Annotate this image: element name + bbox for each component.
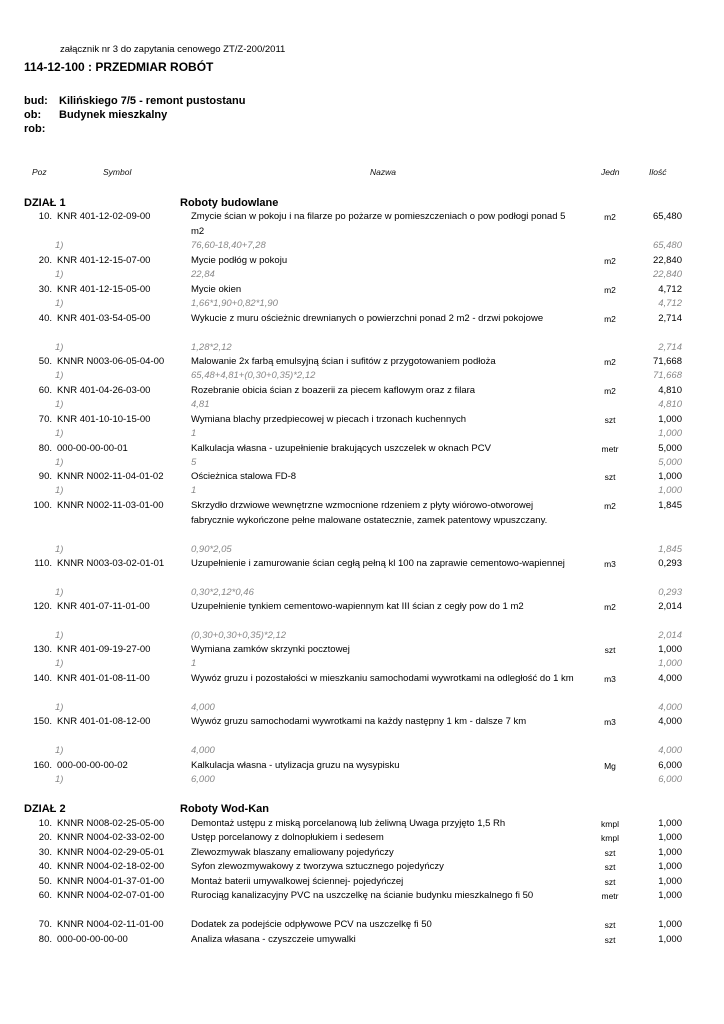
item-name: Mycie okien (191, 284, 242, 295)
item-position: 60. (38, 890, 52, 901)
item-unit: metr (601, 891, 619, 901)
item-unit: m2 (604, 386, 616, 396)
calc-expression: 1 (191, 485, 197, 496)
item-position: 80. (38, 443, 52, 454)
item-name: Syfon zlewozmywakowy z tworzywa sztucznego pojedyńczy (191, 861, 444, 872)
item-quantity: 1,000 (658, 890, 682, 901)
item-unit: m3 (604, 717, 616, 727)
item-unit: m2 (604, 256, 616, 266)
calc-expression: 22,84 (191, 269, 215, 280)
calc-index: 1) (55, 370, 64, 381)
item-unit: szt (604, 472, 616, 482)
calc-expression: 6,000 (191, 774, 215, 785)
item-symbol: KNNR N003-03-02-01-01 (57, 558, 165, 569)
calc-value: 1,000 (658, 485, 682, 496)
item-name: Malowanie 2x farbą emulsyjną ścian i sufitów z przygotowaniem podłoża (191, 356, 496, 367)
item-position: 10. (38, 818, 52, 829)
item-name: Ościeżnica stalowa FD-8 (191, 471, 297, 482)
item-unit: m2 (604, 501, 616, 511)
item-unit: metr (601, 444, 619, 454)
item-position: 50. (38, 876, 52, 887)
item-symbol: KNNR N004-02-11-01-00 (57, 919, 164, 930)
calc-value: 1,000 (658, 428, 682, 439)
calc-value: 1,845 (658, 544, 682, 555)
item-unit: m3 (604, 559, 616, 569)
meta-value-bud: Kilińskiego 7/5 - remont pustostanu (59, 95, 246, 107)
calc-value: 5,000 (658, 457, 682, 468)
calc-index: 1) (55, 658, 64, 669)
item-position: 60. (38, 385, 52, 396)
item-unit: szt (604, 877, 616, 887)
item-unit: szt (604, 935, 616, 945)
item-position: 150. (33, 716, 52, 727)
item-position: 70. (38, 414, 52, 425)
item-name: Kalkulacja własna - utylizacja gruzu na wysypisku (191, 760, 400, 771)
item-quantity: 1,000 (658, 414, 682, 425)
item-name: Skrzydło drzwiowe wewnętrzne wzmocnione rdzeniem z płyty wiórowo-otworowej fabrycznie wykończone pełne malowane ostatecznie, zamek patentowy wpuszczany. (191, 500, 548, 526)
calc-expression: 4,000 (191, 702, 215, 713)
item-quantity: 1,000 (658, 644, 682, 655)
calc-expression: 1 (191, 428, 197, 439)
item-symbol: KNNR N004-02-07-01-00 (57, 890, 165, 901)
item-unit: Mg (604, 761, 616, 771)
item-position: 40. (38, 313, 52, 324)
item-unit: szt (604, 862, 616, 872)
item-position: 30. (38, 847, 52, 858)
calc-value: 2,714 (658, 342, 682, 353)
item-name: Wymiana zamków skrzynki pocztowej (191, 644, 350, 655)
section-label: DZIAŁ 1 (24, 197, 66, 209)
calc-value: 65,480 (652, 240, 682, 251)
calc-value: 6,000 (658, 774, 682, 785)
meta-key-rob: rob: (24, 123, 46, 135)
calc-index: 1) (55, 399, 64, 410)
item-symbol: 000-00-00-00-02 (57, 760, 128, 771)
item-quantity: 1,000 (658, 876, 682, 887)
item-unit: szt (604, 848, 616, 858)
item-name: Uzupełnienie i zamurowanie ścian cegłą pełną kl 100 na zaprawie cementowo-wapiennej (191, 558, 565, 569)
calc-value: 4,712 (658, 298, 682, 309)
calc-index: 1) (55, 745, 64, 756)
item-quantity: 71,668 (652, 356, 682, 367)
item-name: Mycie podłóg w pokoju (191, 255, 288, 266)
item-quantity: 1,000 (658, 847, 682, 858)
item-position: 50. (38, 356, 52, 367)
calc-index: 1) (55, 298, 64, 309)
meta-value-ob: Budynek mieszkalny (59, 109, 168, 121)
section-label: DZIAŁ 2 (24, 803, 66, 815)
item-symbol: KNR 401-01-08-11-00 (57, 673, 150, 684)
item-quantity: 1,000 (658, 919, 682, 930)
item-quantity: 1,000 (658, 832, 682, 843)
item-name: Rurociąg kanalizacyjny PVC na uszczelkę na ścianie budynku mieszkalnego fi 50 (191, 890, 534, 901)
calc-expression: 76,60-18,40+7,28 (191, 240, 266, 251)
item-position: 140. (33, 673, 52, 684)
calc-value: 4,000 (658, 702, 682, 713)
item-quantity: 1,000 (658, 471, 682, 482)
item-position: 20. (38, 832, 52, 843)
header-symbol: Symbol (103, 167, 132, 177)
calc-value: 1,000 (658, 658, 682, 669)
item-name: Uzupełnienie tynkiem cementowo-wapiennym kat III ścian z cegły pow do 1 m2 (191, 601, 524, 612)
item-quantity: 5,000 (658, 443, 682, 454)
item-symbol: KNR 401-03-54-05-00 (57, 313, 151, 324)
item-position: 80. (38, 934, 52, 945)
item-name: Zmycie ścian w pokoju i na filarze po pożarze w pomieszczeniach o pow podłogi ponad 5 m2 (191, 211, 566, 237)
item-unit: m3 (604, 674, 616, 684)
calc-value: 71,668 (652, 370, 682, 381)
calc-value: 4,000 (658, 745, 682, 756)
item-name: Montaż baterii umywalkowej ściennej- pojedyńczej (191, 876, 404, 887)
item-position: 70. (38, 919, 52, 930)
item-quantity: 1,000 (658, 818, 682, 829)
item-quantity: 2,014 (658, 601, 682, 612)
calc-expression: 4,81 (191, 399, 210, 410)
item-unit: m2 (604, 212, 616, 222)
item-unit: kmpl (601, 833, 619, 843)
item-name: Wymiana blachy przedpiecowej w piecach i trzonach kuchennych (191, 414, 467, 425)
calc-expression: 5 (191, 457, 197, 468)
item-name: Kalkulacja własna - uzupełnienie brakujących uszczelek w oknach PCV (191, 443, 491, 454)
item-position: 10. (38, 211, 52, 222)
item-quantity: 4,000 (658, 673, 682, 684)
item-name: Wywóz gruzu i pozostałości w mieszkaniu samochodami wywrotkami na odległość do 1 km (191, 673, 574, 684)
item-position: 90. (38, 471, 52, 482)
calc-index: 1) (55, 630, 64, 641)
item-quantity: 2,714 (658, 313, 682, 324)
item-quantity: 22,840 (652, 255, 682, 266)
item-name: Ustęp porcelanowy z dolnopłukiem i sedesem (191, 832, 384, 843)
calc-expression: 1 (191, 658, 197, 669)
item-position: 30. (38, 284, 52, 295)
calc-index: 1) (55, 457, 64, 468)
item-position: 160. (33, 760, 52, 771)
calc-expression: 0,30*2,12*0,46 (191, 587, 254, 598)
item-symbol: 000-00-00-00-01 (57, 443, 128, 454)
item-name: Wykucie z muru ościeżnic drewnianych o powierzchni ponad 2 m2 - drzwi pokojowe (191, 313, 544, 324)
item-unit: m2 (604, 602, 616, 612)
meta-key-bud: bud: (24, 95, 48, 107)
item-symbol: 000-00-00-00-00 (57, 934, 128, 945)
item-unit: m2 (604, 285, 616, 295)
item-position: 130. (33, 644, 52, 655)
calc-expression: 1,66*1,90+0,82*1,90 (191, 298, 278, 309)
item-symbol: KNR 401-01-08-12-00 (57, 716, 151, 727)
calc-value: 4,810 (658, 399, 682, 410)
item-unit: kmpl (601, 819, 619, 829)
item-name: Analiza własana - czyszczeie umywalki (191, 934, 356, 945)
item-symbol: KNR 401-12-02-09-00 (57, 211, 151, 222)
item-symbol: KNR 401-09-19-27-00 (57, 644, 151, 655)
item-symbol: KNR 401-10-10-15-00 (57, 414, 151, 425)
calc-expression: 0,90*2,05 (191, 544, 232, 555)
item-unit: m2 (604, 357, 616, 367)
section-name: Roboty Wod-Kan (180, 803, 270, 815)
item-position: 40. (38, 861, 52, 872)
item-unit: m2 (604, 314, 616, 324)
item-name: Demontaż ustępu z miską porcelanową lub żeliwną Uwaga przyjęto 1,5 Rh (191, 818, 506, 829)
meta-key-ob: ob: (24, 109, 42, 121)
item-quantity: 1,000 (658, 861, 682, 872)
header-poz: Poz (32, 167, 47, 177)
calc-index: 1) (55, 702, 64, 713)
calc-value: 2,014 (658, 630, 682, 641)
calc-value: 0,293 (658, 587, 682, 598)
attachment-note: załącznik nr 3 do zapytania cenowego ZT/Z-200/2011 (60, 44, 286, 55)
header-jedn: Jedn (601, 167, 620, 177)
item-unit: szt (604, 920, 616, 930)
item-name: Rozebranie obicia ścian z boazerii za piecem kaflowym oraz z filara (191, 385, 476, 396)
item-unit: szt (604, 645, 616, 655)
item-unit: szt (604, 415, 616, 425)
calc-index: 1) (55, 269, 64, 280)
item-quantity: 1,845 (658, 500, 682, 511)
calc-index: 1) (55, 774, 64, 785)
item-name: Dodatek za podejście odpływowe PCV na uszczelkę fi 50 (191, 919, 432, 930)
item-symbol: KNR 401-07-11-01-00 (57, 601, 150, 612)
calc-expression: 4,000 (191, 745, 215, 756)
item-position: 100. (33, 500, 52, 511)
item-quantity: 4,000 (658, 716, 682, 727)
calc-index: 1) (55, 342, 64, 353)
item-quantity: 4,712 (658, 284, 682, 295)
item-position: 20. (38, 255, 52, 266)
calc-expression: 1,28*2,12 (191, 342, 232, 353)
calc-index: 1) (55, 240, 64, 251)
item-symbol: KNNR N004-02-18-02-00 (57, 861, 165, 872)
item-quantity: 65,480 (652, 211, 682, 222)
header-nazwa: Nazwa (370, 167, 396, 177)
header-ilosc: Ilość (649, 167, 667, 177)
calc-index: 1) (55, 485, 64, 496)
item-symbol: KNNR N003-06-05-04-00 (57, 356, 165, 367)
document-title: 114-12-100 : PRZEDMIAR ROBÓT (24, 60, 214, 74)
calc-expression: (0,30+0,30+0,35)*2,12 (191, 630, 287, 641)
item-symbol: KNR 401-04-26-03-00 (57, 385, 151, 396)
item-symbol: KNNR N004-01-37-01-00 (57, 876, 165, 887)
calc-value: 22,840 (652, 269, 682, 280)
item-quantity: 6,000 (658, 760, 682, 771)
item-symbol: KNR 401-12-15-05-00 (57, 284, 151, 295)
section-name: Roboty budowlane (180, 197, 279, 209)
item-quantity: 1,000 (658, 934, 682, 945)
calc-index: 1) (55, 428, 64, 439)
calc-expression: 65,48+4,81+(0,30+0,35)*2,12 (191, 370, 316, 381)
item-symbol: KNNR N002-11-04-01-02 (57, 471, 164, 482)
calc-index: 1) (55, 587, 64, 598)
item-quantity: 0,293 (658, 558, 682, 569)
item-position: 120. (33, 601, 52, 612)
item-name: Zlewozmywak blaszany emaliowany pojedyńczy (191, 847, 394, 858)
item-name: Wywóz gruzu samochodami wywrotkami na każdy następny 1 km - dalsze 7 km (191, 716, 527, 727)
item-symbol: KNNR N004-02-29-05-01 (57, 847, 165, 858)
item-symbol: KNNR N004-02-33-02-00 (57, 832, 165, 843)
item-symbol: KNNR N002-11-03-01-00 (57, 500, 164, 511)
item-quantity: 4,810 (658, 385, 682, 396)
item-position: 110. (34, 558, 52, 569)
calc-index: 1) (55, 544, 64, 555)
item-symbol: KNNR N008-02-25-05-00 (57, 818, 165, 829)
item-symbol: KNR 401-12-15-07-00 (57, 255, 151, 266)
